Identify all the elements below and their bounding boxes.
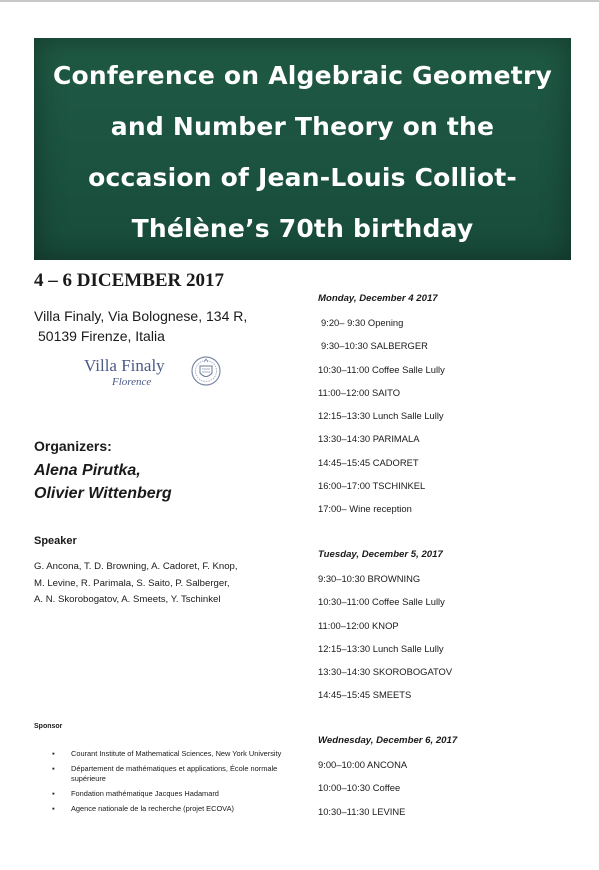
sponsor-label: Sponsor [34,723,63,730]
sponsor-list [52,749,292,819]
speaker-line: M. Levine, R. Parimala, S. Saito, P. Salberger, [34,577,230,589]
list-item [52,804,292,814]
bullet-icon: ▪ [52,749,55,758]
schedule-slot: 10:30–11:30 LEVINE [318,805,406,817]
sponsor-name: Courant Institute of Mathematical Sciences, New York University [71,749,282,758]
schedule-slot: 14:45–15:45 CADORET [318,456,419,468]
schedule-slot: 12:15–13:30 Lunch Salle Lully [318,642,444,654]
schedule-day-monday [318,293,588,527]
schedule-slot: 14:45–15:45 SMEETS [318,689,412,701]
schedule-slot: 11:00–12:00 SAITO [318,386,401,398]
bullet-icon: ▪ [52,764,55,773]
speaker-line: A. N. Skorobogatov, A. Smeets, Y. Tschinkel [34,594,221,605]
day-heading: Monday, December 4 2017 [318,293,438,304]
organizer-name: Alena Pirutka, [34,462,141,479]
organizers-label: Organizers: [34,438,112,454]
logo-name: Villa Finaly [84,356,165,375]
sponsor-name: Agence nationale de la recherche (projet ECOVA) [71,804,234,813]
title-line: and Number Theory on the [110,112,495,141]
organizer-name: Olivier Wittenberg [34,485,172,502]
venue-line: Villa Finaly, Via Bolognese, 134 R, [34,308,248,324]
conference-dates: 4 – 6 DICEMBER 2017 [34,270,225,291]
bullet-icon: ▪ [52,804,55,813]
day-heading: Wednesday, December 6, 2017 [318,735,458,746]
schedule-slot: 12:15–13:30 Lunch Salle Lully [318,410,444,422]
schedule-slot: 13:30–14:30 SKOROBOGATOV [318,666,453,678]
top-border [0,0,599,2]
schedule-slot: 17:00– Wine reception [318,503,412,515]
sponsor-name: Fondation mathématique Jacques Hadamard [71,789,219,798]
speaker-label: Speaker [34,535,77,547]
list-item [52,764,292,784]
schedule-slot: 9:30–10:30 SALBERGER [321,340,428,352]
venue-address [34,306,247,346]
conference-title [34,50,571,254]
schedule-slot: 9:20– 9:30 Opening [321,317,404,328]
logo-subtitle: Florence [112,376,152,388]
schedule-slot: 10:00–10:30 Coffee [318,782,401,794]
sponsor-name: Département de mathématiques et applications, École normale supérieure [71,764,278,783]
venue-line: 50139 Firenze, Italia [38,328,165,344]
schedule-slot: 10:30–11:00 Coffee Salle Lully [318,596,445,608]
day-heading: Tuesday, December 5, 2017 [318,549,443,560]
list-item [52,749,292,759]
seal-icon [190,354,222,388]
schedule-slot: 9:30–10:30 BROWNING [318,573,421,584]
bullet-icon: ▪ [52,789,55,798]
title-line: Thélène’s 70th birthday [131,214,474,243]
schedule-slot: 13:30–14:30 PARIMALA [318,433,420,445]
schedule-day-wednesday [318,735,588,829]
schedule-day-tuesday [318,549,588,713]
title-banner [34,38,571,260]
schedule-slot: 10:30–11:00 Coffee Salle Lully [318,363,445,375]
speaker-line: G. Ancona, T. D. Browning, A. Cadoret, F. Knop, [34,561,238,572]
speaker-list [34,559,238,609]
title-line: Conference on Algebraic Geometry [53,61,552,90]
organizers-list [34,459,172,505]
title-line: occasion of Jean-Louis Colliot- [88,163,517,192]
list-item [52,789,292,799]
villa-finaly-logo [84,352,234,392]
schedule-slot: 11:00–12:00 KNOP [318,619,399,631]
schedule-slot: 16:00–17:00 TSCHINKEL [318,480,426,492]
schedule-slot: 9:00–10:00 ANCONA [318,759,408,770]
